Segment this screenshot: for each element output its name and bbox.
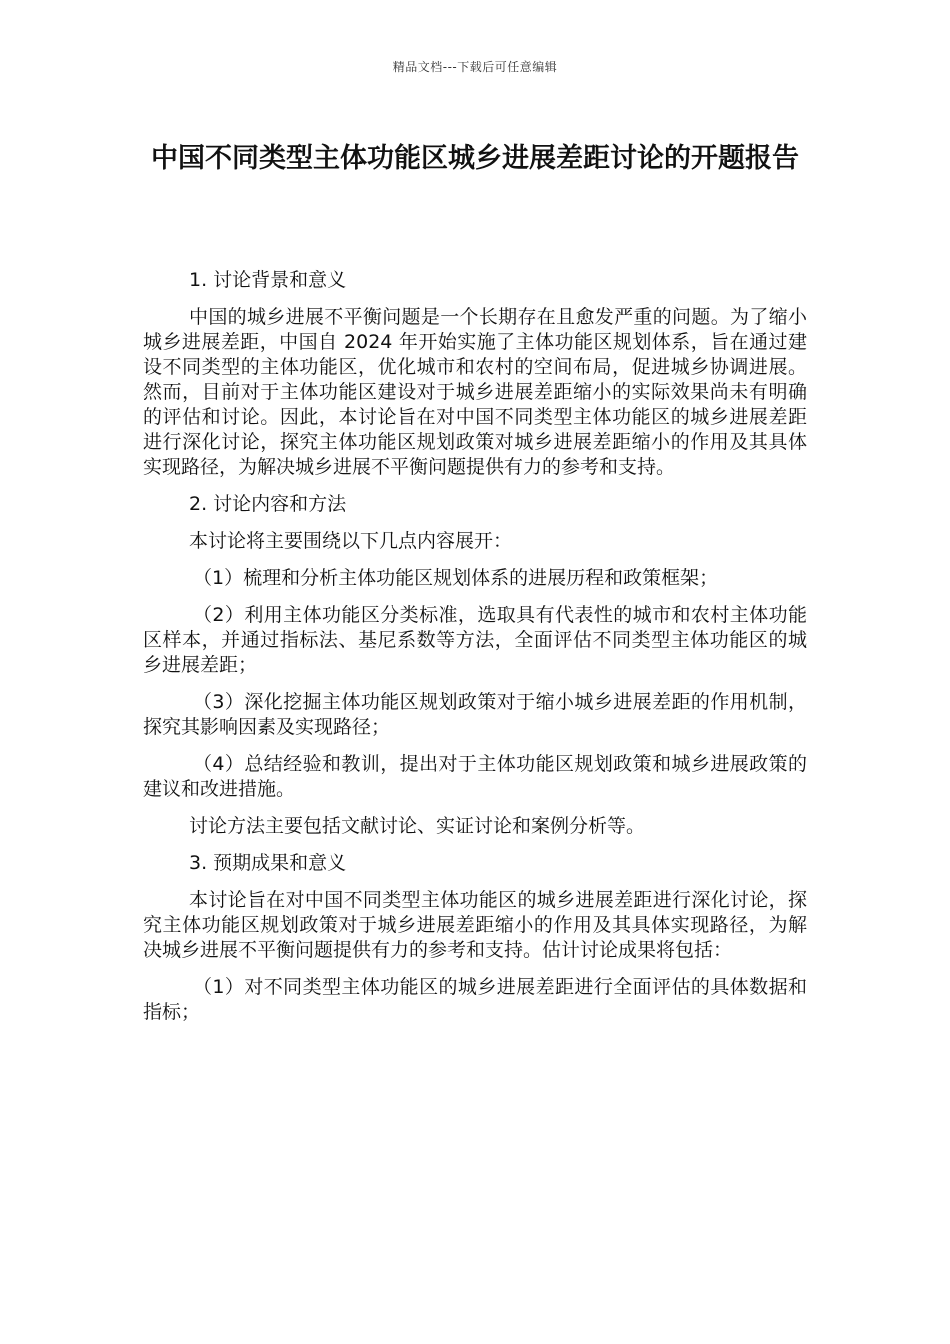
section-2-item-2: （2）利用主体功能区分类标准，选取具有代表性的城市和农村主体功能区样本，并通过指标法、基尼系数等方法，全面评估不同类型主体功能区的城乡进展差距；: [143, 604, 807, 676]
document-body: [143, 268, 807, 1037]
section-2-intro: 本讨论将主要围绕以下几点内容展开：: [189, 530, 513, 552]
section-2-method: 讨论方法主要包括文献讨论、实证讨论和案例分析等。: [189, 815, 646, 837]
section-2-item-3: （3）深化挖掘主体功能区规划政策对于缩小城乡进展差距的作用机制，探究其影响因素及实现路径；: [143, 691, 807, 738]
section-2-item-1: （1）梳理和分析主体功能区规划体系的进展历程和政策框架；: [193, 567, 719, 589]
section-3-item-1: （1）对不同类型主体功能区的城乡进展差距进行全面评估的具体数据和指标；: [143, 976, 807, 1023]
header-note: 精品文档---下载后可任意编辑: [392, 60, 558, 74]
section-1-paragraph: 中国的城乡进展不平衡问题是一个长期存在且愈发严重的问题。为了缩小城乡进展差距，中国自 2024 年开始实施了主体功能区规划体系，旨在通过建设不同类型的主体功能区，优化城市和农村的空间布局，促进城乡协调进展。然而，目前对于主体功能区建设对于城乡进展差距缩小的实际效果尚未有明确的评估和讨论。因此，本讨论旨在对中国不同类型主体功能区的城乡进展差距进行深化讨论，探究主体功能区规划政策对城乡进展差距缩小的作用及其具体实现路径，为解决城乡进展不平衡问题提供有力的参考和支持。: [143, 306, 807, 478]
section-1-heading: 1. 讨论背景和意义: [189, 269, 347, 291]
section-2-heading: 2. 讨论内容和方法: [189, 493, 347, 515]
section-2-item-4: （4）总结经验和教训，提出对于主体功能区规划政策和城乡进展政策的建议和改进措施。: [143, 753, 807, 800]
section-3-heading: 3. 预期成果和意义: [189, 852, 347, 874]
section-3-paragraph: 本讨论旨在对中国不同类型主体功能区的城乡进展差距进行深化讨论，探究主体功能区规划政策对于城乡进展差距缩小的作用及其具体实现路径，为解决城乡进展不平衡问题提供有力的参考和支持。估计讨论成果将包括：: [143, 889, 807, 961]
document-title: 中国不同类型主体功能区城乡进展差距讨论的开题报告: [151, 143, 799, 174]
